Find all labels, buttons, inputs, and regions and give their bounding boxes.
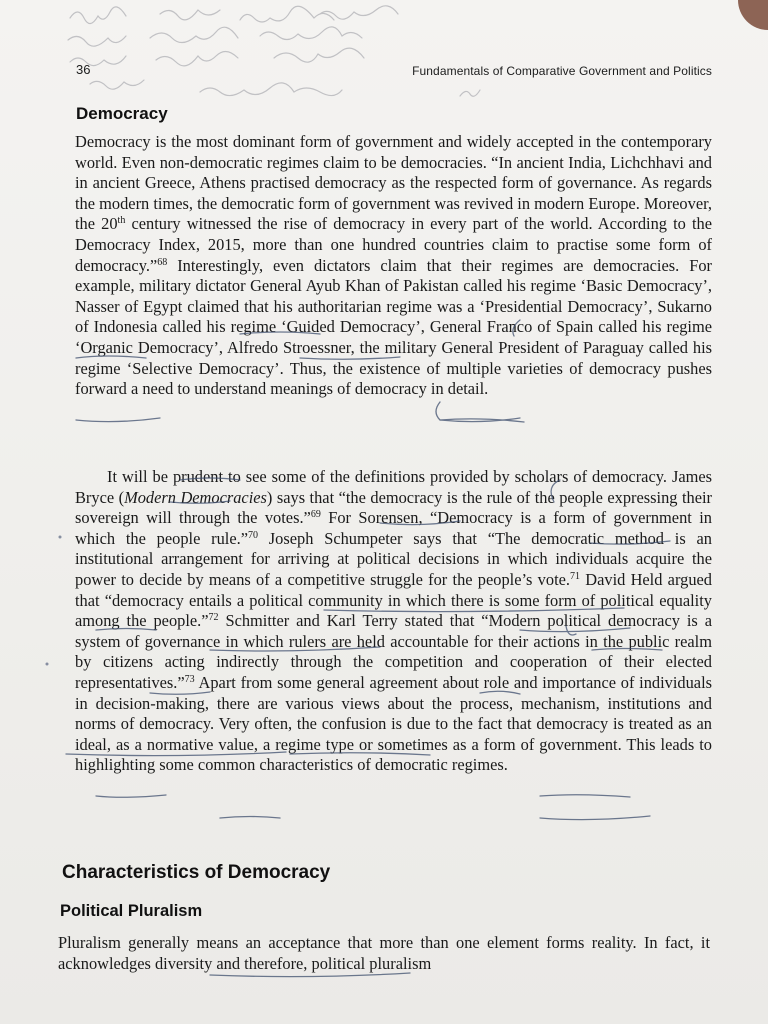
footnote-ref-71: 71	[570, 570, 580, 582]
text-run: Interestingly, even dictators claim that their regimes are democracies. For example, military dictator General Ayub Khan of Pakistan called his regime ‘Basic Democracy’, Nasser of Egypt claimed that his authoritarian regime was a ‘Presidential Democracy’, Sukarno of Indonesia called his regime ‘Guided Democracy’, General Franco of Spain called his regime ‘Organic Democracy’, Alfredo Stroessner, the military General President of Paraguay called his regime ‘Selective Democracy’. Thus, the existence of multiple varieties of democracy pushes forward a need to understand meanings of democracy in detail.	[75, 255, 712, 399]
page-number: 36	[76, 62, 91, 77]
text-run: For Sorensen, “Democracy is a form of government in which the people rule.”	[75, 508, 712, 548]
subsection-heading-characteristics: Characteristics of Democracy	[62, 862, 331, 883]
footnote-ref-73: 73	[184, 673, 195, 685]
footnote-ref-70: 70	[248, 529, 259, 541]
text-run: century witnessed the rise of democracy in every part of the world. According to the Democracy Index, 2015, more than one hundred countries claim to practise some form of democracy.”	[75, 214, 712, 275]
text-run: It will be prudent to see some of the definitions provided by scholars of democracy. James Bryce (	[75, 467, 712, 507]
footnote-ref-68: 68	[157, 256, 168, 268]
section-heading-democracy: Democracy	[76, 104, 168, 123]
text-run: ) says that “the democracy is the rule of the people expressing their sovereign will through the votes.”	[75, 487, 712, 528]
footnote-ref-69: 69	[310, 509, 321, 521]
text-run: David Held argued that “democracy entails a political community in which there is some form of political equality among the people.”	[75, 569, 712, 631]
paragraph-democracy-intro	[75, 132, 712, 400]
paragraph-pluralism: Pluralism generally means an acceptance that more than one element forms reality. In fact, it acknowledges diversity and therefore, political pluralism	[58, 933, 710, 973]
text-run: Schmitter and Karl Terry stated that “Modern political democracy is a system of governance in which rulers are held accountable for their actions in the public realm by citizens acting indirectly through the competition and cooperation of their elected representatives.”	[75, 611, 712, 692]
page-corner-shadow	[738, 0, 768, 30]
pencil-scribbles	[60, 0, 520, 110]
subsubsection-heading-pluralism: Political Pluralism	[60, 902, 203, 920]
text-run: Joseph Schumpeter says that “The democratic method is an institutional arrangement for arriving at political decisions in which individuals acquire the power to decide by means of a competitive struggle for the people’s vote.	[75, 528, 712, 589]
text-run: Apart from some general agreement about role and importance of individuals in decision-making, there are various views about the process, mechanism, institutions and norms of democracy. Very often, the confusion is due to the fact that democracy is treated as an ideal, as a normative value, a regime type or sometimes as a form of government. This leads to highlighting some common characteristics of democratic regimes.	[75, 672, 712, 775]
book-title: Fundamentals of Comparative Government and Politics	[412, 64, 712, 78]
footnote-ref-72: 72	[208, 612, 219, 624]
superscript: th	[117, 215, 126, 227]
paragraph-definitions	[75, 467, 712, 776]
work-title-italic: Modern Democracies	[124, 487, 267, 507]
text-run: Democracy is the most dominant form of government and widely accepted in the contemporary world. Even non-democratic regimes claim to be democracies. “In ancient India, Lichchhavi and in ancient Greece, Athens practised democracy as the respected form of governance. As regards the modern times, the democratic form of government was revived in modern Europe. Moreover, the 20	[75, 132, 712, 234]
